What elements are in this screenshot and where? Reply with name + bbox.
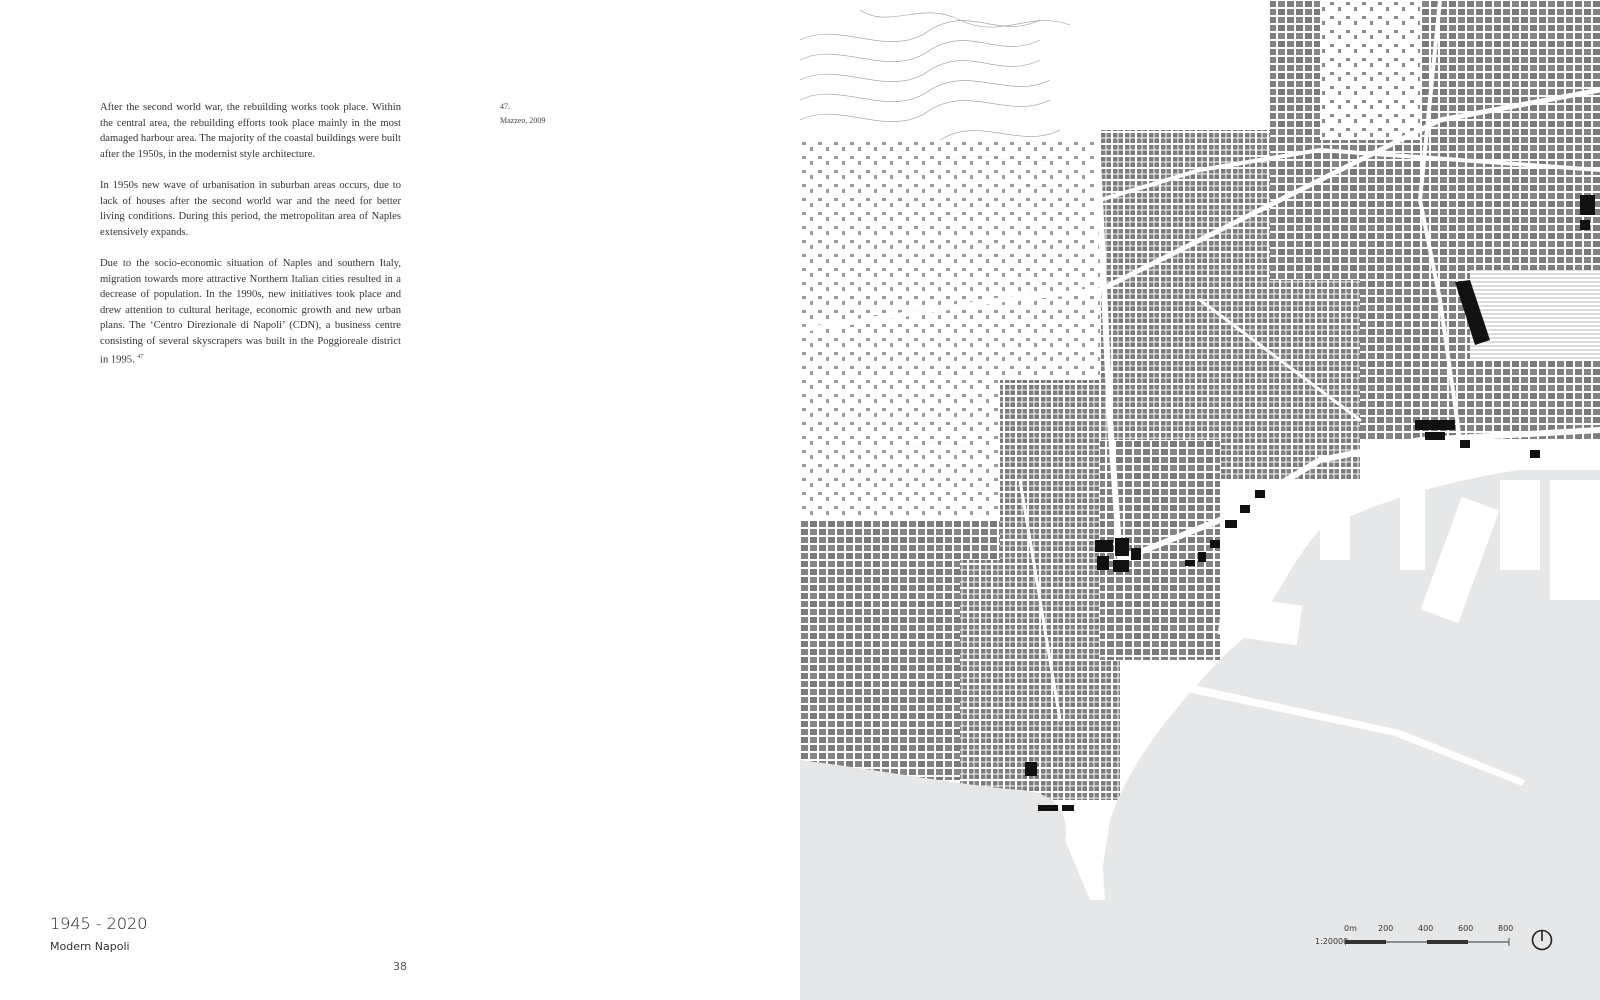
scale-label-200: 200: [1378, 924, 1394, 933]
footnote-source: Mazzeo, 2009: [500, 116, 546, 125]
footnote-number: 47.: [500, 102, 510, 111]
paragraph-2: In 1950s new wave of urbanisation in suburban areas occurs, due to lack of houses after the second world war and the need for better living conditions. During this period, the metropolitan area of Naples extensively expands.: [100, 179, 401, 238]
scale-label-600: 600: [1458, 924, 1474, 933]
period-subtitle: Modern Napoli: [50, 940, 130, 953]
scale-label-400: 400: [1418, 924, 1434, 933]
scale-ratio: 1:20000: [1315, 937, 1349, 946]
paragraph-1: After the second world war, the rebuilding works took place. Within the central area, the rebuilding efforts took place mainly in the most damaged harbour area. The majority of the coastal buildings were built after the 1950s, in the modernist style architecture.: [100, 102, 401, 160]
north-arrow-icon: [1531, 929, 1553, 951]
paragraph-3-text: Due to the socio-economic situation of Naples and southern Italy, migration towards more attractive Northern Italian cities resulted in a decrease of population. In the 1990s, new initiatives took place and drew attention to cultural heritage, economic growth and new urban plans. The ‘Centro Direzionale di Napoli’ (CDN), a business centre consisting of several skyscrapers was built in the Poggioreale district in 1995.: [100, 257, 401, 366]
naples-figure-ground-map: [800, 0, 1600, 1000]
page-number: 38: [393, 960, 407, 973]
right-page-map: [800, 0, 1600, 1000]
body-text: [100, 100, 401, 383]
scale-label-800: 800: [1498, 924, 1514, 933]
footnote: [500, 100, 545, 128]
period-title: 1945 - 2020: [50, 914, 148, 933]
rail-yard: [1470, 270, 1600, 360]
scale-bar-graphic: [1345, 937, 1545, 947]
scale-label-0: 0m: [1344, 924, 1357, 933]
paragraph-3: [100, 256, 401, 368]
upper-hill-buildings: [1320, 0, 1420, 140]
reference-marker: 47: [137, 353, 144, 360]
